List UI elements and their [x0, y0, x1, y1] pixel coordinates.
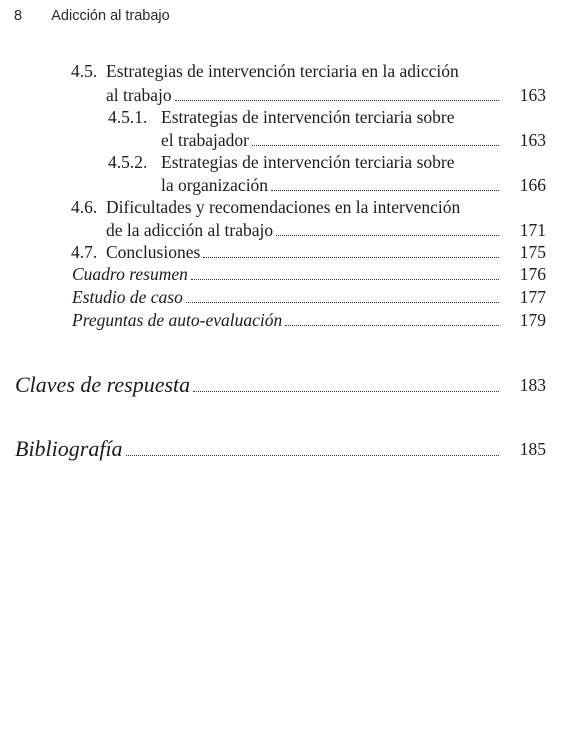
entry-number: 4.6. [71, 197, 98, 217]
entry-number: 4.5.2. [108, 152, 148, 172]
dot-leader [203, 257, 499, 258]
dot-leader [285, 325, 499, 326]
toc-entry-4-6-cont[interactable] [0, 219, 562, 241]
entry-page: 163 [519, 130, 546, 150]
entry-number: 4.5.1. [108, 107, 148, 127]
entry-title: Cuadro resumen [72, 264, 188, 284]
toc-entry-4-5-cont[interactable] [0, 84, 562, 106]
entry-title-line1: Estrategias de intervención terciaria sobre [161, 107, 455, 127]
entry-title-line1: Estrategias de intervención terciaria en la adicción [106, 61, 459, 81]
entry-page: 175 [519, 242, 546, 262]
toc-entry-estudio-de-caso[interactable] [0, 286, 562, 308]
entry-title: Claves de respuesta [15, 372, 191, 397]
dot-leader [186, 302, 499, 303]
entry-page: 171 [519, 220, 546, 240]
page-number: 8 [14, 8, 23, 24]
dot-leader [191, 279, 499, 280]
dot-leader [126, 455, 499, 456]
dot-leader [252, 145, 499, 146]
entry-title: Preguntas de auto-evaluación [72, 310, 283, 330]
toc-entry-4-5-2[interactable] [0, 151, 562, 173]
toc-entry-4-7[interactable] [0, 241, 562, 263]
entry-page: 177 [519, 287, 546, 307]
toc-entry-claves[interactable] [0, 371, 562, 399]
entry-number: 4.7. [71, 242, 98, 262]
dot-leader [193, 391, 499, 392]
entry-title-line2: al trabajo [106, 85, 172, 105]
entry-title-line1: Estrategias de intervención terciaria sobre [161, 152, 455, 172]
entry-title: Bibliografía [15, 436, 123, 461]
entry-title-line2: la organización [161, 175, 269, 195]
dot-leader [276, 235, 499, 236]
entry-title: Conclusiones [106, 242, 201, 262]
entry-number: 4.5. [71, 61, 98, 81]
entry-title: Estudio de caso [72, 287, 183, 307]
entry-page: 176 [519, 264, 546, 284]
toc-entry-4-5[interactable] [0, 60, 562, 82]
entry-page: 183 [519, 375, 546, 395]
toc-entry-bibliografia[interactable] [0, 435, 562, 463]
entry-page: 163 [519, 85, 546, 105]
entry-page: 185 [519, 439, 546, 459]
entry-page: 179 [519, 310, 546, 330]
dot-leader [271, 190, 499, 191]
entry-page: 166 [519, 175, 546, 195]
toc-entry-cuadro-resumen[interactable] [0, 263, 562, 285]
running-title: Adicción al trabajo [51, 8, 170, 24]
entry-title-line1: Dificultades y recomendaciones en la intervención [106, 197, 461, 217]
toc-entry-4-6[interactable] [0, 196, 562, 218]
entry-title-line2: de la adicción al trabajo [106, 220, 274, 240]
running-head [14, 8, 170, 24]
toc-entry-4-5-1-cont[interactable] [0, 129, 562, 151]
dot-leader [175, 100, 499, 101]
toc-entry-preguntas[interactable] [0, 309, 562, 331]
toc-entry-4-5-2-cont[interactable] [0, 174, 562, 196]
entry-title-line2: el trabajador [161, 130, 249, 150]
toc-entry-4-5-1[interactable] [0, 106, 562, 128]
